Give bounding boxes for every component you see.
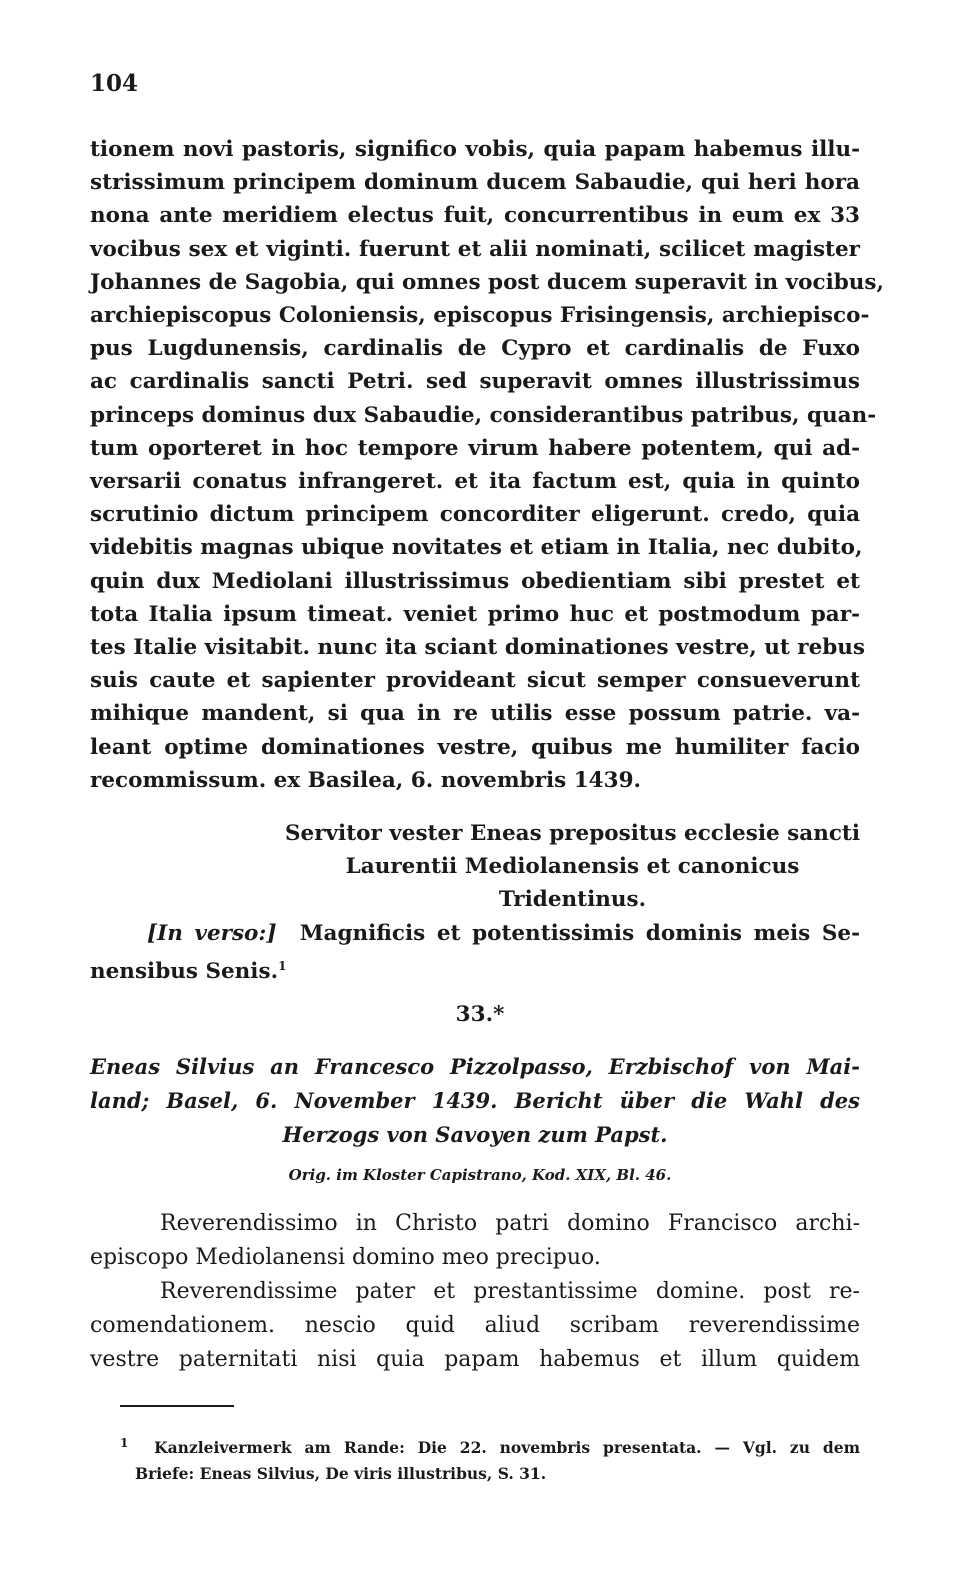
body-line: videbitis magnas ubique novitates et etiam in Italia, nec dubito, (90, 535, 863, 561)
body-line: ac cardinalis sancti Petri. sed superavit omnes illustrissimus (90, 369, 860, 395)
verso-text: Magnificis et potentissimis dominis meis Se- (299, 921, 860, 946)
footnote-divider (120, 1405, 234, 1407)
letter2-line: Reverendissimo in Christo patri domino Francisco archi- (160, 1211, 860, 1236)
body-line: Johannes de Sagobia, qui omnes post ducem superavit in vocibus, (90, 269, 885, 295)
footnote-mark: 1 (120, 1436, 129, 1450)
footnote (90, 1430, 860, 1487)
letter-body (90, 133, 885, 797)
body-line: tes Italie visitabit. nunc ita sciant dominationes vestre, ut rebus (90, 635, 866, 661)
closing-line: Tridentinus. (498, 887, 647, 913)
body-line: quin dux Mediolani illustrissimus obedientiam sibi prestet et (90, 568, 860, 594)
letter2-line: episcopo Mediolanensi domino meo precipuo. (90, 1245, 601, 1270)
letter-heading (90, 1050, 860, 1152)
heading-line: Eneas Silvius an Francesco Pizzolpasso, Erzbischof von Mai- (90, 1054, 860, 1079)
second-letter-body (90, 1207, 860, 1377)
verso-address (90, 917, 860, 989)
footnote-line: Briefe: Eneas Silvius, De viris illustribus, S. 31. (135, 1464, 547, 1484)
footnote-reference: 1 (278, 959, 287, 974)
body-line: scrutinio dictum principem concorditer eligerunt. credo, quia (90, 502, 860, 528)
body-line: vocibus sex et viginti. fuerunt et alii nominati, scilicet magister (90, 236, 860, 262)
body-line: recommissum. ex Basilea, 6. novembris 1439. (90, 767, 642, 793)
body-line: leant optime dominationes vestre, quibus me humiliter facio (90, 734, 860, 760)
verso-label: [In verso:] (147, 921, 277, 946)
closing-line: Servitor vester Eneas prepositus ecclesie sancti (285, 821, 861, 846)
verso-line (90, 950, 860, 988)
footnote-line (90, 1430, 860, 1461)
footnote-text: Kanzleivermerk am Rande: Die 22. novembris presentata. — Vgl. zu dem (154, 1438, 860, 1458)
verso-text: nensibus Senis. (90, 959, 279, 985)
body-line: nona ante meridiem electus fuit, concurrentibus in eum ex 33 (90, 203, 860, 229)
letter2-line: Reverendissime pater et prestantissime domine. post re- (160, 1279, 860, 1304)
letter2-line: comendationem. nescio quid aliud scribam reverendissime (90, 1313, 860, 1338)
page-number: 104 (90, 70, 139, 97)
body-line: archiepiscopus Coloniensis, episcopus Frisingensis, archiepisco- (90, 303, 870, 329)
letter2-line: vestre paternitati nisi quia papam habemus et illum quidem (90, 1347, 860, 1372)
closing-signature (285, 817, 860, 917)
source-note: Orig. im Kloster Capistrano, Kod. XIX, Bl. 46. (288, 1166, 672, 1184)
body-line: mihique mandent, si qua in re utilis esse possum patrie. va- (90, 701, 860, 727)
document-number: 33.* (455, 1002, 505, 1027)
body-line: pus Lugdunensis, cardinalis de Cypro et cardinalis de Fuxo (90, 336, 860, 362)
body-line: strissimum principem dominum ducem Sabaudie, qui heri hora (90, 170, 860, 196)
heading-line: Herzogs von Savoyen zum Papst. (282, 1122, 668, 1147)
body-line: suis caute et sapienter provideant sicut semper consueverunt (90, 668, 860, 694)
body-line: princeps dominus dux Sabaudie, considerantibus patribus, quan- (90, 402, 877, 428)
closing-line: Laurentii Mediolanensis et canonicus (345, 854, 800, 880)
heading-line: land; Basel, 6. November 1439. Bericht über die Wahl des (90, 1088, 860, 1113)
verso-line (90, 917, 860, 950)
body-line: tionem novi pastoris, significo vobis, quia papam habemus illu- (90, 137, 860, 162)
body-line: versarii conatus infrangeret. et ita factum est, quia in quinto (90, 469, 860, 495)
body-line: tum oporteret in hoc tempore virum habere potentem, qui ad- (90, 435, 860, 461)
body-line: tota Italia ipsum timeat. veniet primo huc et postmodum par- (90, 601, 860, 627)
